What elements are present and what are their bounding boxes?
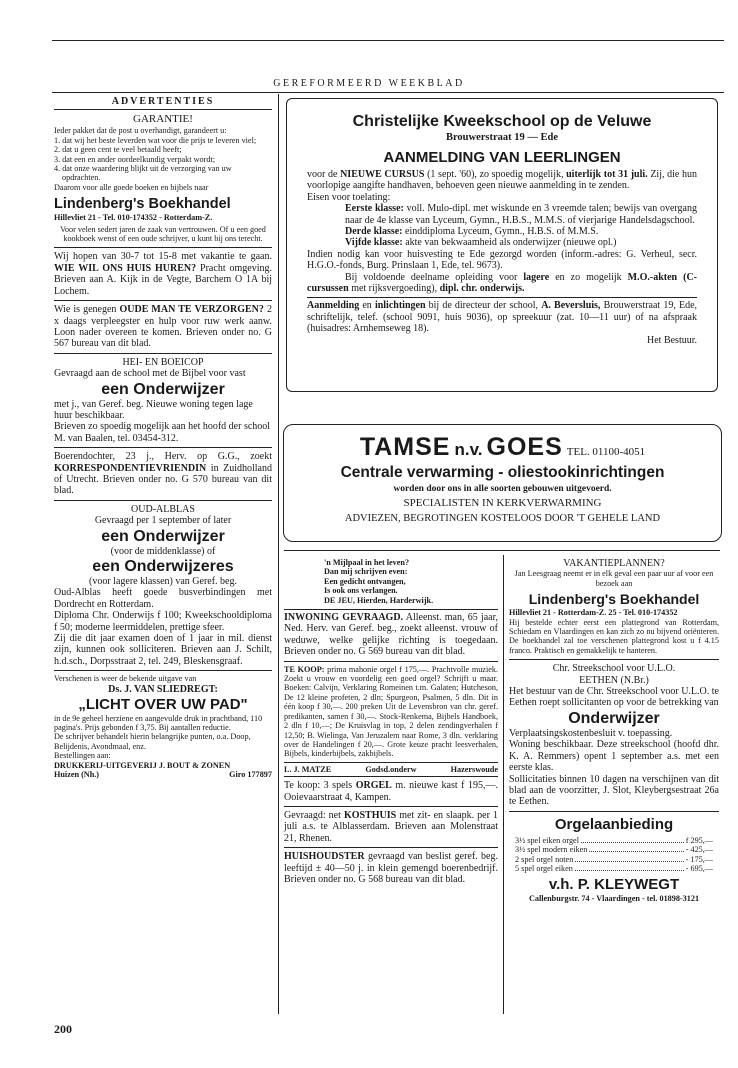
shop-address: Hillevliet 21 - Rotterdam-Z. 25 - Tel. 010-174352 (509, 608, 678, 618)
poem-line: Is ook ons verlangen. (324, 586, 398, 596)
ad-text: (voor de middenklasse) of (110, 545, 216, 557)
ad-text: gevraagd van beslist geref. beg. leeftijd ± 40—50 j. in klein gemengd boerenbedrijf. Brieven onder no. G 568 bureau van dit blad. (284, 851, 498, 885)
ad-bold-text: WIE WIL ONS HUIS HUREN? (54, 262, 197, 274)
divider (54, 500, 272, 501)
item-label: 2 spel orgel noten (515, 854, 574, 864)
poem-line: Dan mij schrijven even: (324, 567, 408, 577)
ad-text: Hij bestelde echter eerst een plattegrond van Rotterdam, Schiedam en Vlaardingen en kan zich zo nu bijvend oriënteren. De boekhandel zal toe verschenen plattegrond kost u f 4.15 franco. Praktisch en gemakkelijk te hanteren. (509, 617, 719, 655)
ad-title: GARANTIE! (133, 113, 193, 126)
requirement-label: Vijfde klasse: (345, 237, 403, 249)
ad-text: Woning beschikbaar. Deze streekschool (hoofd dhr. K. A. Remmers) opent 1 september a.s. met een eerste klas. (509, 739, 719, 774)
ad-bold-text: ORGEL (355, 780, 392, 792)
divider (284, 762, 498, 763)
ad-text: Indien nodig kan voor huisvesting te Ede gezorgd worden (inform.-adres: G. Verheul, secr. H.G.O.-fonds, Burg. Prinslaan 1, Ede, tel. 9673). (307, 248, 697, 272)
ad-text: in de 9e geheel herziene en aangevulde druk in prachtband, 110 pagina's. Prijs gebonden f 3,75. Bij aantallen reductie. (54, 713, 263, 733)
requirement-text: einddiploma Lyceum, Gymn., H.B.S. of M.M.S. (402, 226, 599, 238)
ad-signature (284, 765, 498, 774)
ad-orgel (284, 780, 498, 803)
ad-bold-text: M.O.-akten (C-cursussen (307, 271, 697, 295)
requirement-text: akte van bekwaamheid als onderwijzer (nieuwe opl.) (402, 237, 617, 249)
ad-bold-text: KOSTHUIS (343, 809, 397, 821)
dot-leader (575, 870, 684, 871)
ad-headline: Onderwijzer (568, 709, 660, 727)
requirement-text: voll. Mulo-dipl. met wiskunde en 3 vreemde talen; bewijs van overgang naar de 4e klasse van Lyceum, Gymn., H.B.S., M.M.S. of vierjarige Handelsdagschool. (345, 203, 697, 226)
ad-title: Chr. Streekschool voor U.L.O. (552, 663, 676, 675)
divider (54, 353, 272, 354)
ad-inwoning (284, 612, 498, 658)
signature-name: L. J. MATZE (284, 764, 332, 774)
dot-leader (575, 861, 683, 862)
list-item: 1. dat wij het beste leverden wat voor die prijs te leveren viel; (54, 135, 257, 145)
ad-bold-text: TE KOOP: (284, 664, 325, 674)
dot-leader (581, 842, 684, 843)
ad-mijlpaal (284, 558, 498, 605)
ad-text: in Zuidholland of Utrecht. Brieven onder no. G 570 bureau van dit blad. (54, 462, 272, 497)
firm-city: GOES (486, 433, 563, 461)
ad-text: Zij die dit jaar examen doen of 1 jaar in mil. dienst zijn, kunnen ook solliciteren. Brieven aan J. Schilt, h.d.sch., Dorpsstraat 2, tel. 249, Bleskensgraaf. (54, 633, 272, 667)
divider (54, 247, 272, 248)
divider (54, 447, 272, 448)
publisher-city: Huizen (Nh.) (54, 770, 100, 780)
ad-tamse (283, 424, 722, 542)
ad-bold-text: inlichtingen (374, 300, 426, 312)
ad-text: Pracht omgeving. Brieven aan A. Kijk in de Vegte, Barchem O 1A bij Lochem. (54, 262, 272, 297)
ad-bold-text: OUDE MAN TE VERZORGEN? (119, 304, 264, 316)
ad-hei-boeicop (54, 357, 272, 444)
ad-address: Brouwerstraat 19 — Ede (445, 132, 559, 143)
ad-licht-over-uw-pad (54, 674, 272, 779)
poem-line: Een gedicht ontvangen, (324, 576, 406, 586)
ad-headline: een Onderwijzer (101, 527, 225, 545)
ad-text: Te koop: 3 spels (284, 780, 356, 792)
ad-text: SPECIALISTEN IN KERKVERWARMING (403, 497, 602, 509)
ad-text (307, 169, 697, 192)
firm-phone: TEL. 01100-4051 (566, 446, 646, 458)
divider (284, 661, 498, 662)
ad-text: Gevraagd: net (284, 809, 344, 821)
ad-text: Gevraagd per 1 september of later (94, 515, 232, 527)
ad-title: OUD-ALBLAS (131, 503, 195, 515)
divider (54, 109, 272, 110)
ad-title: EETHEN (N.Br.) (579, 674, 649, 686)
column-divider-right (503, 555, 504, 1014)
ad-text: met rijksvergoeding), (348, 283, 440, 295)
list-item (515, 864, 713, 873)
ad-text: Boerendochter, 23 j., Herv. op G.G., zoekt (54, 451, 272, 463)
ad-bold-text: NIEUWE CURSUS (340, 169, 425, 180)
ad-title: HEI- EN BOEICOP (122, 356, 204, 368)
ad-title: Christelijke Kweekschool op de Veluwe (352, 113, 652, 130)
ad-text (307, 272, 697, 295)
ad-bold-text: lagere (523, 271, 550, 283)
ad-text: Jan Leesgraag neemt er in elk geval een paar uur af voor een bezoek aan (514, 569, 714, 588)
dot-leader (589, 851, 683, 852)
ad-text: (voor lagere klassen) van Geref. beg. (89, 576, 237, 587)
ad-text: ADVIEZEN, BEGROTINGEN KOSTELOOS DOOR 'T GEHELE LAND (344, 513, 661, 524)
ad-text: bij de directeur der school, (425, 300, 542, 312)
ad-huishoudster (284, 851, 498, 885)
ad-book-title: „LICHT OVER UW PAD" (78, 695, 248, 713)
ad-text: Brieven zo spoedig mogelijk aan het hoofd der school M. van Baalen, tel. 03454-312. (54, 421, 271, 444)
ad-text: Zij, die hun voorlopige aangifte handhaven, behoeven geen nieuwe aanmelding in te zenden. (307, 169, 697, 192)
page-number: 200 (54, 1022, 72, 1036)
poem-line: DE JEU, Hierden, Harderwijk. (324, 595, 434, 605)
ad-text: Sollicitaties binnen 10 dagen na verschijnen van dit blad aan de voorzitter, J. Slot, Kleybergsestraat 26a te Eethen. (509, 773, 719, 808)
ad-outro: Daarom voor alle goede boeken en bijbels naar (54, 182, 209, 192)
ad-text: Bij voldoende deelname opleiding voor (345, 271, 524, 283)
divider (284, 847, 498, 848)
ad-kweekschool (286, 98, 718, 392)
ad-headline: een Onderwijzeres (92, 558, 234, 575)
item-price: f 295,— (685, 835, 713, 845)
item-price: - 175,— (685, 854, 713, 864)
ad-garantie (54, 113, 272, 243)
shop-note: Voor velen sedert jaren de zaak van vertrouwen. Of u een goed kookboek wenst of een oude schrijver, u kunt bij ons terecht. (60, 224, 266, 244)
list-item (515, 836, 713, 845)
page-header: GEREFORMEERD WEEKBLAD (273, 78, 465, 89)
ad-title: Orgelaanbieding (554, 815, 674, 833)
column-divider-left (278, 94, 279, 1014)
divider (509, 811, 719, 812)
divider (307, 297, 697, 298)
ad-text: Het bestuur van de Chr. Streekschool voor U.L.O. te Eethen roept sollicitanten op voor de betrekking van (509, 686, 719, 709)
ad-text: worden door ons in alle soorten gebouwen uitgevoerd. (393, 484, 612, 494)
ad-headline: een Onderwijzer (101, 380, 225, 398)
list-item: 3. dat een en ander oordeelkundig verpakt wordt; (54, 154, 215, 164)
divider (509, 659, 719, 660)
ad-text: Oud-Alblas heeft goede busverbindingen met Dordrecht en Rotterdam. (54, 587, 272, 610)
firm-name: v.h. P. KLEYWEGT (548, 876, 680, 894)
ad-eethen (509, 663, 719, 807)
list-item (515, 845, 713, 854)
section-title: ADVERTENTIES (111, 96, 215, 107)
ad-text: en (359, 300, 375, 312)
requirement (345, 237, 697, 248)
ad-text: Alleenst. man, 65 jaar, Ned. Herv. van Geref. beg., zoekt alleenst. vrouw of weduwe, welke gelijke richting is toegedaan. Brieven onder no. G 569 bureau van dit blad. (284, 612, 499, 658)
divider (54, 300, 272, 301)
ad-text: Verschenen is weer de bekende uitgave van (54, 674, 197, 684)
ad-text: Diploma Chr. Onderwijs f 100; Kweekschooldiploma f 50; moderne leermiddelen, prettige sfeer. (54, 610, 272, 633)
divider (284, 776, 498, 777)
ad-text: voor de (307, 169, 341, 180)
header-rule (52, 92, 724, 93)
ad-text: De schrijver behandelt hierin belangrijke punten, o.a. Doop, Belijdenis, Avondmaal, enz. (54, 732, 251, 751)
tamse-services: Centrale verwarming - oliestookinrichtingen (340, 464, 665, 481)
shop-address: Hillevliet 21 - Tel. 010-174352 - Rotterdam-Z. (54, 213, 213, 223)
ad-text: Verplaatsingskostenbesluit v. toepassing. (509, 727, 673, 739)
left-column (54, 96, 272, 780)
divider (54, 670, 272, 671)
ad-text: m. nieuwe kast f 195,—. Ooievaarstraat 4, Kampen. (284, 780, 498, 803)
ad-bold-text: A. Beversluis, (541, 300, 601, 312)
ad-text (307, 300, 697, 334)
list-item: 4. dat onze waardering blijkt uit de verzorging van uw opdrachten. (54, 164, 232, 183)
ad-bold-text: uiterlijk tot 31 juli. (566, 169, 648, 180)
publisher-line (54, 770, 272, 779)
ad-bold-text: dipl. chr. onderwijs. (439, 283, 525, 295)
divider (284, 609, 498, 610)
ad-text: prima mahonie orgel f 175,—. Prachtvolle muziek. Zoekt u vrouw en voordelig een goed orgel? Schrijft u maar. Boeken: Calvijn, Verklaring Romeinen t.m. Galaten; Hutcheson, De 12 kleine profeten, 2 dln; Spurgeon, Psalmen, 5 dln. Dit in één koop f 30,—. 200 preken Uit de Levensbron van chr. geref. predikanten, samen f 30,—. Stock-Renkema, Bijbels Handboek, 2 dln f 10,—; De Kruisvlag in top, 2 delen zendingverhalen f 12,50; B. Wielinga, Van Jeruzalem naar Rome, 3 dln. verklaring over de Handelingen f 20,—. Grote keuze pracht leesverhalen, Bijbels, kinderbijbels, zakbijbels. (284, 664, 498, 759)
middle-column (284, 558, 498, 885)
requirement-label: Derde klasse: (345, 226, 403, 238)
ad-text: met zit- en slaapk. per 1 juli a.s. te Alblasserdam. Brieven aan Molenstraat 21, Rhenen. (284, 809, 498, 844)
ad-oud-alblas (54, 504, 272, 667)
divider (284, 806, 498, 807)
ad-text: 2 x daags verpleegster en hulp voor ruw werk aanw. Loon nader overeen te komen. Brieven onder no. G 567 bureau van dit blad. (54, 304, 272, 350)
ad-text: Bestellingen aan: (54, 751, 111, 761)
ad-signature: Het Bestuur. (647, 334, 697, 346)
requirement (345, 203, 697, 226)
ad-bold-text: INWONING GEVRAAGD. (284, 612, 404, 624)
item-label: 3½ spel modern eiken (515, 845, 588, 855)
ad-bold-text: Aanmelding (307, 300, 360, 312)
ad-bold-text: HUISHOUDSTER (284, 851, 365, 863)
item-label: 5 spel orgel eiken (515, 863, 573, 873)
divider (284, 550, 720, 551)
ad-text: Gevraagd aan de school met de Bijbel voor vast (54, 368, 246, 380)
ad-text: (1 sept. '60), zo spoedig mogelijk, (424, 169, 567, 180)
ad-vakantie (54, 251, 272, 297)
top-rule (52, 40, 724, 41)
ad-text: Wie is genegen (54, 304, 120, 316)
signature-role: Godsd.onderw (365, 764, 417, 774)
ad-kosthuis (284, 810, 498, 844)
item-price: - 425,— (685, 845, 713, 855)
firm-address: Callenburgstr. 74 - Vlaardingen - tel. 01898-3121 (528, 894, 700, 904)
signature-city: Hazerswoude (450, 764, 498, 774)
ad-title: VAKANTIEPLANNEN? (563, 558, 665, 569)
ad-vakantieplannen (509, 558, 719, 655)
ad-oude-man (54, 304, 272, 350)
ad-author: Ds. J. VAN SLIEDREGT: (108, 683, 218, 695)
ad-subtitle: AANMELDING VAN LEERLINGEN (383, 149, 621, 166)
requirement (345, 226, 697, 237)
list-item: 2. dat u geen cent te veel betaald heeft; (54, 145, 182, 155)
ad-text: Brouwerstraat 19, Ede, schriftelijk, telef. (school 9091, huis 9036), op spreekuur (zat. 10—11 uur) of na afspraak (huisadres: Arnhemseweg 18). (307, 300, 698, 335)
ad-boerendochter (54, 451, 272, 497)
right-column (509, 558, 719, 904)
list-item (515, 855, 713, 864)
item-label: 3½ spel eiken orgel (515, 835, 579, 845)
ad-text: met j., van Geref. beg. Nieuwe woning tegen lage huur beschikbaar. (54, 398, 253, 421)
tamse-heading (284, 433, 721, 462)
publisher-name: DRUKKERIJ-UITGEVERIJ J. BOUT & ZONEN (54, 760, 231, 770)
ad-orgelaanbieding (509, 815, 719, 904)
item-price: - 695,— (685, 863, 713, 873)
ad-text: Eisen voor toelating: (307, 191, 391, 203)
shop-name: Lindenberg's Boekhandel (528, 591, 700, 608)
ad-intro: Ieder pakket dat de post u overhandigt, garandeert u: (54, 126, 227, 136)
ad-bold-text: KORRESPONDENTIEVRIENDIN (54, 462, 207, 474)
firm-name: TAMSE (359, 433, 451, 461)
shop-name: Lindenberg's Boekhandel (54, 196, 231, 213)
publisher-giro: Giro 177897 (229, 770, 272, 780)
ad-text: Wij hopen van 30-7 tot 15-8 met vakantie te gaan. (54, 251, 272, 263)
requirement-label: Eerste klasse: (345, 203, 404, 215)
firm-type: n.v. (454, 440, 483, 459)
ad-te-koop (284, 665, 498, 759)
poem-line: 'n Mijlpaal in het leven? (324, 558, 410, 567)
ad-text: en zo mogelijk (549, 271, 628, 283)
